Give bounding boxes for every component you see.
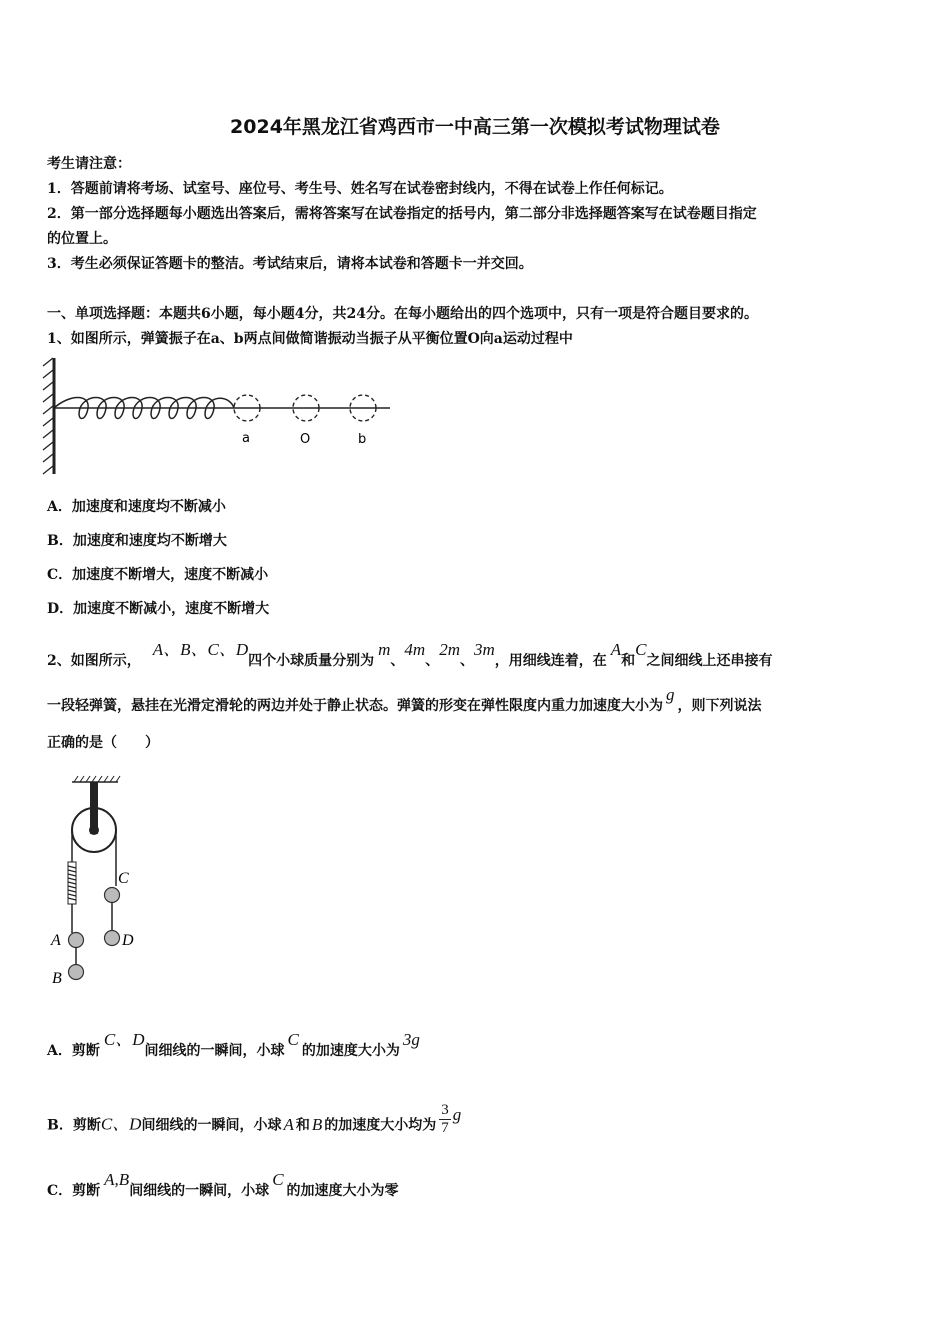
notice-item-2: 2．第一部分选择题每小题选出答案后，需将答案写在试卷指定的括号内，第二部分非选择题答案写在试卷题目指定 <box>47 206 757 222</box>
label-ball-b: B <box>52 970 62 987</box>
q1-stem: 1、如图所示，弹簧振子在a、b两点间做简谐振动当振子从平衡位置O向a运动过程中 <box>47 331 573 347</box>
label-ball-a: A <box>51 932 61 949</box>
q2-option-c: C．剪断A,B间细线的一瞬间，小球C的加速度大小为零 <box>47 1170 399 1199</box>
label-b: b <box>358 432 367 447</box>
notice-item-2-cont: 的位置上。 <box>47 231 117 247</box>
label-d: D <box>122 932 134 949</box>
pulley-figure <box>48 776 158 991</box>
label-o: O <box>300 432 311 447</box>
q1-option-a: A．加速度和速度均不断减小 <box>47 499 226 515</box>
q2-option-b: B．剪断C、D间细线的一瞬间，小球 A 和 B 的加速度大小均为 $\frac{3}{7}$ g <box>47 1102 462 1136</box>
q1-option-c: C．加速度不断增大，速度不断减小 <box>47 567 269 583</box>
label-a: a <box>242 431 250 446</box>
q1-option-d: D．加速度不断减小，速度不断增大 <box>47 601 270 617</box>
q2-balls: A、B、C、D <box>152 640 249 659</box>
notice-item-1: 1．答题前请将考场、试室号、座位号、考生号、姓名写在试卷密封线内，不得在试卷上作任何标记。 <box>47 181 673 197</box>
spring-oscillator-figure <box>40 358 400 478</box>
section-heading: 一、单项选择题：本题共6小题，每小题4分，共24分。在每小题给出的四个选项中，只有一项是符合题目要求的。 <box>47 306 758 322</box>
q2-stem-line1: 2、如图所示，A、B、C、D四个小球质量分别为m、4m、2m、3m，用细线连着，在A和C之间细线上还串接有 <box>47 640 773 669</box>
fraction-3-7: $\frac{3}{7}$ <box>441 1102 449 1136</box>
q2-option-a: A．剪断C、D间细线的一瞬间，小球C的加速度大小为3g <box>47 1030 420 1059</box>
q2-stem-line3: 正确的是（ ） <box>47 735 159 751</box>
notice-heading: 考生请注意： <box>47 156 131 172</box>
notice-item-3: 3．考生必须保证答题卡的整洁。考试结束后，请将本试卷和答题卡一并交回。 <box>47 256 533 272</box>
label-c: C <box>118 870 129 887</box>
q2-stem-line2: 一段轻弹簧，悬挂在光滑定滑轮的两边并处于静止状态。弹簧的形变在弹性限度内重力加速度大小为g，则下列说法 <box>47 685 762 714</box>
page-title: 2024年黑龙江省鸡西市一中高三第一次模拟考试物理试卷 <box>230 116 720 138</box>
q1-option-b: B．加速度和速度均不断增大 <box>47 533 227 549</box>
